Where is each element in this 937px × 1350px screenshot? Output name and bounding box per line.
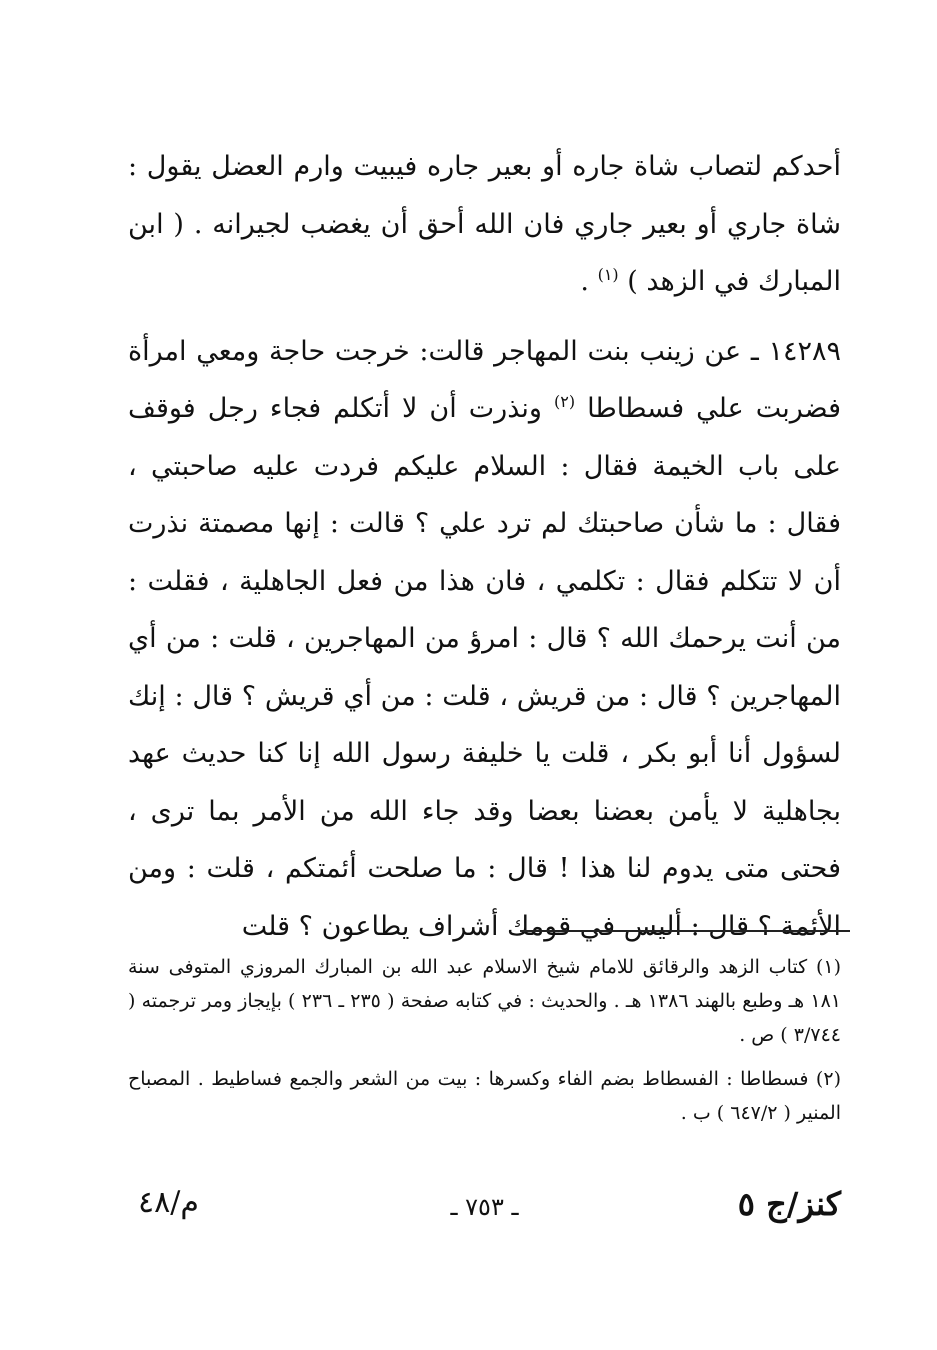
paragraph-text: أحدكم لتصاب شاة جاره أو بعير جاره فيبيت وارم العضل يقول : شاة جاري أو بعير جاري فان الله أحق أن يغضب لجيرانه . ( ابن المبارك في الزهد ) <box>128 151 841 297</box>
page-footer <box>128 1185 841 1235</box>
paragraph-text-cont: ونذرت أن لا أتكلم فجاء رجل فوقف على باب الخيمة فقال : السلام عليكم فردت عليه صاحبتي ، فقال : ما شأن صاحبتك لم ترد علي ؟ قالت : إنها مصمتة نذرت أن لا تتكلم فقال : تكلمي ، فان هذا من فعل الجاهلية ، فقلت : من أنت يرحمك الله ؟ قال : امرؤ من المهاجرين ، قلت : من أي المهاجرين ؟ قال : من قريش ، قلت : من أي قريش ؟ قال : إنك لسؤول أنا أبو بكر ، قلت يا خليفة رسول الله إنا كنا حديث عهد بجاهلية لا يأمن بعضنا بعضا وقد جاء الله من الأمر بما ترى ، فحتى متى يدوم لنا هذا ! قال : ما صلحت أئمتكم ، قلت : ومن الأئمة ؟ قال : أليس في قومك أشراف يطاعون ؟ قلت <box>128 393 841 942</box>
footnote-ref-1: (١) <box>597 265 619 284</box>
footnotes <box>128 950 841 1130</box>
paragraph-continuation <box>128 138 841 311</box>
volume-label: كنز/ج ٥ <box>737 1185 841 1223</box>
page-number: ـ ٧٥٣ ـ <box>450 1193 519 1221</box>
footnote-1: (١) كتاب الزهد والرقائق للامام شيخ الاسلام عبد الله بن المبارك المروزي المتوفى سنة ١٨١ هـ وطبع بالهند ١٣٨٦ هـ . والحديث : في كتابه صفحة ( ٢٣٥ ـ ٢٣٦ ) بإيجاز ومر ترجمته ( ٣/٧٤٤ ) ص . <box>128 956 842 1046</box>
signature-mark: م/٤٨ <box>138 1185 199 1220</box>
paragraph-hadith-14289 <box>128 323 841 956</box>
main-text <box>128 138 841 955</box>
paragraph-text: ١٤٢٨٩ ـ عن زينب بنت المهاجر قالت: خرجت حاجة ومعي امرأة فضربت علي فسطاطا <box>128 335 841 424</box>
footnote-divider <box>520 930 850 932</box>
footnote-ref-2: (٢) <box>553 392 576 411</box>
footnote-2: (٢) فسطاطا : الفسطاط بضم الفاء وكسرها : بيت من الشعر والجمع فساطيط . المصباح المنير ( ٦٤٧/٢ ) ب . <box>128 1068 841 1124</box>
sentence-end: . <box>580 266 598 297</box>
